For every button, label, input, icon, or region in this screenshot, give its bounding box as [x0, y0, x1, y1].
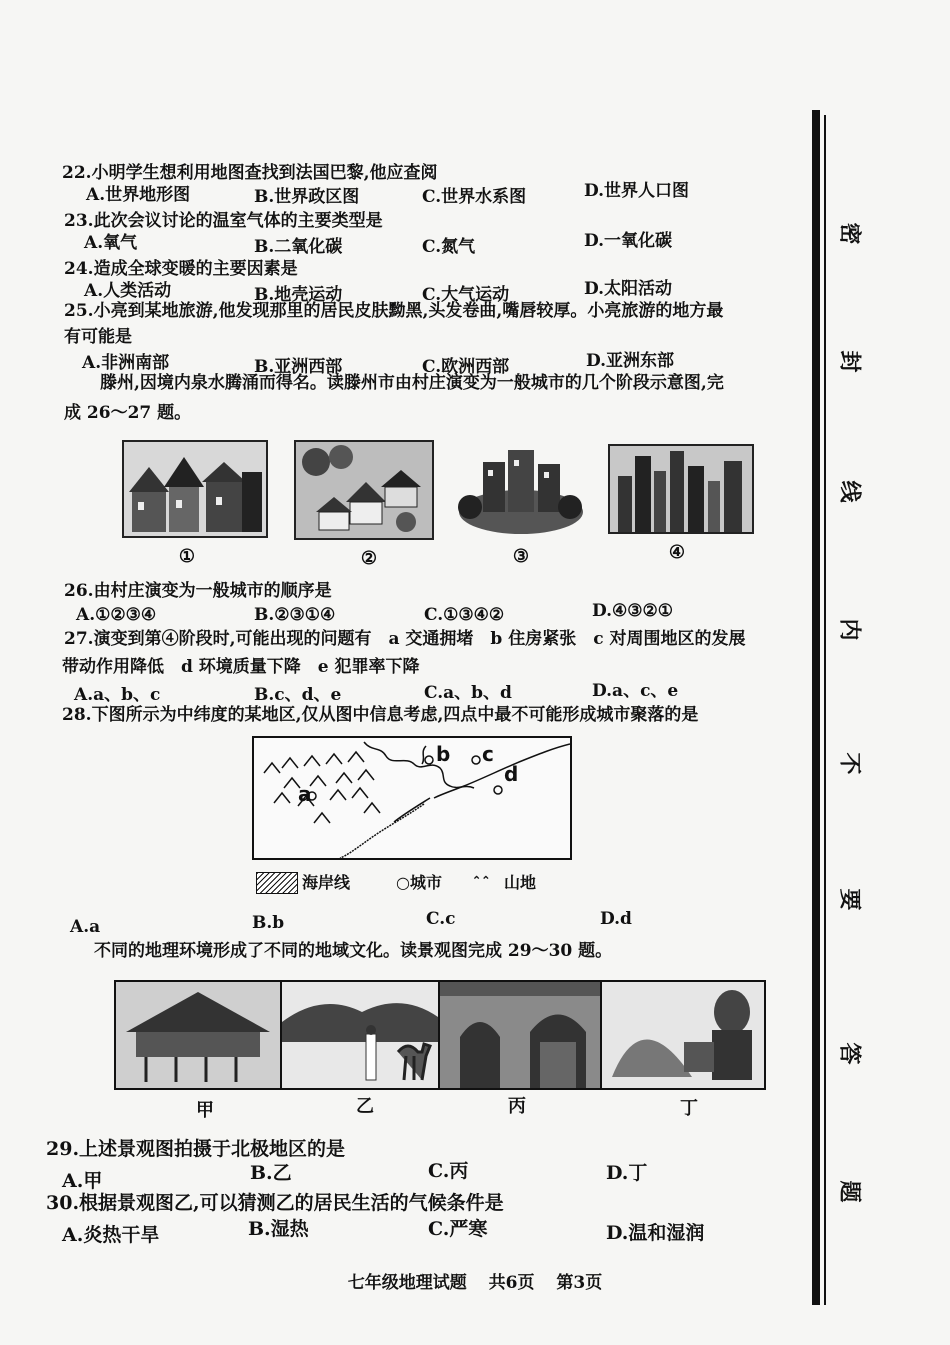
- intro-26-27-line1: 滕州,因境内泉水腾涌而得名。读滕州市由村庄演变为一般城市的几个阶段示意图,完: [100, 373, 724, 393]
- seal-char-3: 线: [836, 480, 863, 503]
- map-point-c: c: [482, 742, 494, 766]
- landscape-label-bing: 丙: [508, 1096, 526, 1117]
- q24-stem: 24.造成全球变暖的主要因素是: [64, 259, 298, 279]
- q26-option-a: A.①②③④: [76, 605, 157, 625]
- q28-stem: 28.下图所示为中纬度的某地区,仅从图中信息考虑,四点中最不可能形成城市聚落的是: [62, 705, 699, 725]
- region-map: [252, 736, 572, 860]
- mountain-icon: ⌃⌃: [472, 874, 491, 887]
- q27-option-b: B.c、d、e: [254, 685, 342, 705]
- q28-option-b: B.b: [252, 913, 285, 933]
- q26-option-d: D.④③②①: [592, 601, 674, 621]
- q30-option-d: D.温和湿润: [606, 1222, 705, 1244]
- q29-option-d: D.丁: [606, 1162, 648, 1184]
- q26-option-c: C.①③④②: [424, 605, 505, 625]
- stage-label-4: ④: [668, 542, 686, 563]
- stage-label-3: ③: [512, 546, 530, 567]
- intro-26-27-line2: 成 26～27 题。: [64, 403, 192, 423]
- q28-option-a: A.a: [70, 917, 101, 937]
- legend-coastline-label: 海岸线: [302, 873, 351, 892]
- q23-stem: 23.此次会议讨论的温室气体的主要类型是: [64, 211, 383, 231]
- q24-option-b: B.地壳运动: [254, 285, 343, 305]
- q28-option-c: C.c: [426, 909, 456, 929]
- q24-option-a: A.人类活动: [84, 281, 172, 301]
- q25-stem-line2: 有可能是: [64, 327, 132, 347]
- landscape-image-jia: [116, 982, 282, 1088]
- q26-option-b: B.②③①④: [254, 605, 336, 625]
- q27-option-a: A.a、b、c: [74, 685, 161, 705]
- landscape-image-ding: [602, 982, 766, 1088]
- q25-option-c: C.欧洲西部: [422, 357, 510, 377]
- q29-option-b: B.乙: [250, 1162, 292, 1184]
- q23-option-b: B.二氧化碳: [254, 237, 343, 257]
- seal-char-8: 题: [836, 1180, 863, 1203]
- legend-city-label: ○城市: [396, 873, 442, 892]
- stage-image-4: [608, 444, 754, 534]
- stage-image-1: [122, 440, 268, 538]
- q30-stem: 30.根据景观图乙,可以猜测乙的居民生活的气候条件是: [46, 1192, 504, 1214]
- q22-option-a: A.世界地形图: [86, 185, 191, 205]
- q22-option-b: B.世界政区图: [254, 187, 360, 207]
- q23-option-d: D.一氧化碳: [584, 231, 673, 251]
- q27-stem-line2: 带动作用降低 d 环境质量下降 e 犯罪率下降: [62, 657, 420, 677]
- small-town-illustration: [296, 442, 432, 538]
- q27-option-c: C.a、b、d: [424, 683, 512, 703]
- landscape-strip: [114, 980, 766, 1090]
- city-skyline-illustration: [610, 446, 752, 532]
- q29-option-a: A.甲: [62, 1170, 103, 1192]
- legend-mountain-label: 山地: [504, 873, 537, 892]
- seal-line-thin: [824, 115, 826, 1305]
- q28-option-d: D.d: [600, 909, 632, 929]
- landscape-label-ding: 丁: [680, 1098, 698, 1119]
- footer-total: 共6页: [488, 1273, 535, 1293]
- landscape-image-bing: [440, 982, 602, 1088]
- q26-stem: 26.由村庄演变为一般城市的顺序是: [64, 581, 332, 601]
- seal-char-7: 答: [836, 1042, 863, 1065]
- q22-option-c: C.世界水系图: [422, 187, 527, 207]
- q29-option-c: C.丙: [428, 1160, 469, 1182]
- stilt-house-illustration: [116, 982, 280, 1088]
- map-point-b: b: [436, 742, 451, 766]
- desert-tent-camel-illustration: [282, 982, 438, 1088]
- seal-char-2: 封: [836, 350, 863, 373]
- q24-option-d: D.太阳活动: [584, 279, 673, 299]
- village-houses-illustration: [124, 442, 266, 536]
- stage-label-1: ①: [178, 546, 196, 567]
- q23-option-a: A.氧气: [84, 233, 138, 253]
- stage-image-3: [458, 442, 584, 534]
- map-point-d: d: [504, 762, 519, 786]
- map-point-a: a: [298, 782, 312, 806]
- q27-option-d: D.a、c、e: [592, 681, 679, 701]
- q24-option-c: C.大气运动: [422, 285, 510, 305]
- q27-stem-line1: 27.演变到第④阶段时,可能出现的问题有 a 交通拥堵 b 住房紧张 c 对周围地区的发展: [64, 629, 746, 649]
- q22-stem: 22.小明学生想利用地图查找到法国巴黎,他应查阅: [62, 163, 438, 183]
- legend-coastline-swatch: [256, 872, 298, 894]
- q23-option-c: C.氮气: [422, 237, 476, 257]
- igloo-inuit-illustration: [602, 982, 766, 1088]
- stage-label-2: ②: [360, 548, 378, 569]
- footer-page: 第3页: [556, 1273, 603, 1293]
- stage-image-2: [294, 440, 434, 540]
- town-buildings-illustration: [458, 442, 584, 534]
- seal-char-4: 内: [836, 618, 863, 641]
- landscape-label-yi: 乙: [356, 1096, 374, 1117]
- page-footer: [0, 1268, 950, 1293]
- q29-stem: 29.上述景观图拍摄于北极地区的是: [46, 1138, 346, 1160]
- q30-option-a: A.炎热干旱: [62, 1224, 160, 1246]
- landscape-image-yi: [282, 982, 440, 1088]
- landscape-label-jia: 甲: [196, 1100, 214, 1121]
- q25-option-b: B.亚洲西部: [254, 357, 343, 377]
- q30-option-c: C.严寒: [428, 1218, 488, 1240]
- seal-char-6: 要: [836, 888, 863, 911]
- q25-option-a: A.非洲南部: [82, 353, 170, 373]
- q30-option-b: B.湿热: [248, 1218, 309, 1240]
- q25-stem-line1: 25.小亮到某地旅游,他发现那里的居民皮肤黝黑,头发卷曲,嘴唇较厚。小亮旅游的地方最: [64, 301, 724, 321]
- cave-dwelling-illustration: [440, 982, 600, 1088]
- seal-char-1: 密: [836, 222, 863, 245]
- seal-line-thick: [812, 110, 820, 1305]
- intro-29-30: 不同的地理环境形成了不同的地域文化。读景观图完成 29～30 题。: [94, 941, 613, 961]
- footer-title: 七年级地理试题: [347, 1273, 467, 1293]
- q22-option-d: D.世界人口图: [584, 181, 690, 201]
- q25-option-d: D.亚洲东部: [586, 351, 675, 371]
- seal-char-5: 不: [836, 752, 863, 775]
